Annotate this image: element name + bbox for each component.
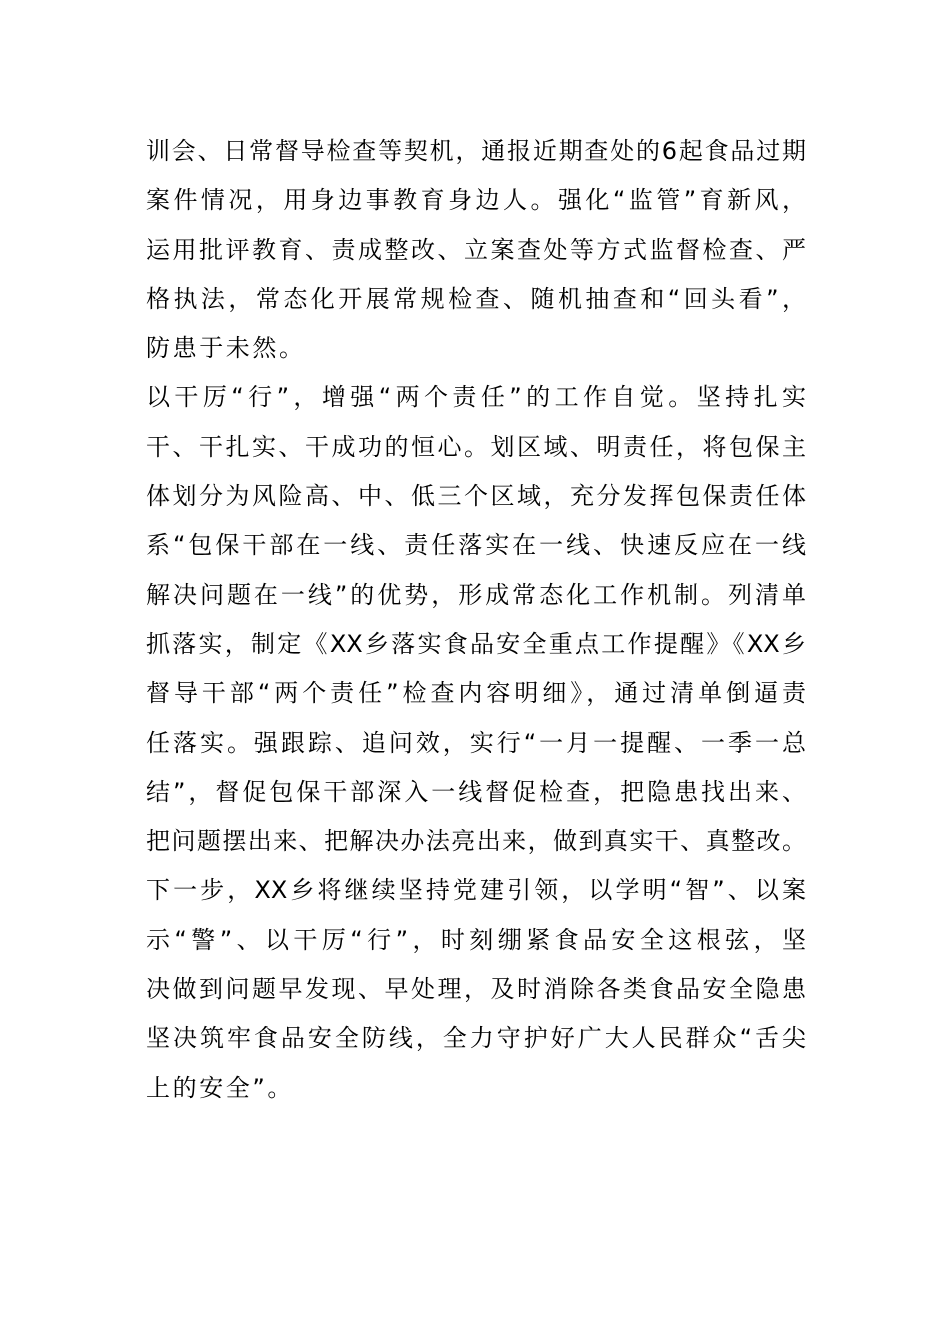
text-line: 把问题摆出来、把解决办法亮出来，做到真实干、真整改。 (146, 827, 806, 856)
text-line: 解决问题在一线”的优势，形成常态化工作机制。列清单 (146, 580, 806, 609)
text-line: 运用批评教育、责成整改、立案查处等方式监督检查、严 (146, 235, 806, 264)
text-line: 决做到问题早发现、早处理，及时消除各类食品安全隐患 (146, 975, 806, 1004)
text-line: 训会、日常督导检查等契机，通报近期查处的6起食品过期 (146, 137, 806, 165)
text-line: 干、干扎实、干成功的恒心。划区域、明责任，将包保主 (146, 432, 806, 461)
text-line: 案件情况，用身边事教育身边人。强化“监管”育新风， (146, 186, 806, 215)
text-line: 体划分为风险高、中、低三个区域，充分发挥包保责任体 (146, 482, 806, 511)
text-line: 坚决筑牢食品安全防线，全力守护好广大人民群众“舌尖 (146, 1024, 806, 1053)
text-line: 示“警”、以干厉“行”，时刻绷紧食品安全这根弦，坚 (146, 925, 806, 954)
text-line: 格执法，常态化开展常规检查、随机抽查和“回头看”， (146, 284, 806, 313)
text-line: 督导干部“两个责任”检查内容明细》，通过清单倒逼责 (146, 679, 806, 708)
text-line: 系“包保干部在一线、责任落实在一线、快速反应在一线 (146, 531, 806, 560)
text-line: 任落实。强跟踪、追问效，实行“一月一提醒、一季一总 (146, 728, 806, 757)
text-line: 以干厉“行”，增强“两个责任”的工作自觉。坚持扎实 (146, 383, 806, 412)
document-body (146, 127, 806, 1113)
text-line: 下一步，XX乡将继续坚持党建引领，以学明“智”、以案 (146, 876, 806, 905)
text-line: 抓落实，制定《XX乡落实食品安全重点工作提醒》《XX乡 (146, 629, 806, 658)
text-line: 防患于未然。 (146, 334, 306, 363)
text-line: 上的安全”。 (146, 1073, 295, 1102)
text-line: 结”，督促包保干部深入一线督促检查，把隐患找出来、 (146, 777, 806, 806)
